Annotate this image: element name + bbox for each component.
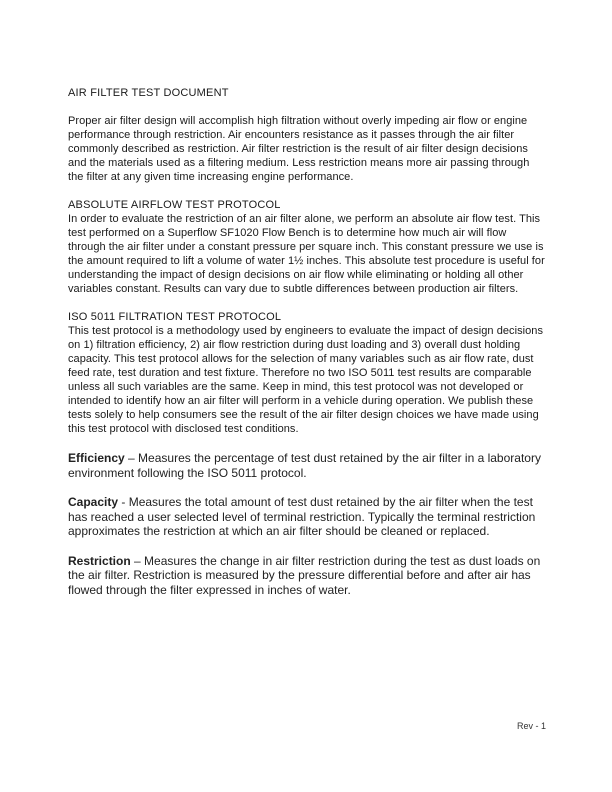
definition-capacity — [68, 495, 546, 539]
definition-term-capacity: Capacity — [68, 495, 119, 509]
document-title: AIR FILTER TEST DOCUMENT — [68, 87, 229, 99]
section-body-absolute-airflow: In order to evaluate the restriction of an air filter alone, we perform an absolute air flow test. This test performed on a Superflow SF1020 Flow Bench is to determine how much air will flow through the air filter under a constant pressure per square inch. This constant pressure we use is the amount required to lift a volume of water 1½ inches. This absolute test procedure is useful for understanding the impact of design decisions on air flow while eliminating or holding all other variables constant. Results can vary due to subtle differences between production air filters. — [68, 213, 545, 295]
definition-term-restriction: Restriction — [68, 553, 131, 568]
section-absolute-airflow — [68, 198, 546, 296]
definition-text-capacity: - Measures the total amount of test dust retained by the air filter when the test has reached a user selected level of terminal restriction. Typically the terminal restriction approximates the restriction at which an air filter should be cleaned or replaced. — [68, 495, 536, 538]
section-heading-iso-5011: ISO 5011 FILTRATION TEST PROTOCOL — [68, 311, 282, 323]
section-body-iso-5011: This test protocol is a methodology used by engineers to evaluate the impact of design decisions on 1) filtration efficiency, 2) air flow restriction during dust loading and 3) overall dust holding capacity. This test protocol allows for the selection of many variables such as air flow rate, dust feed rate, test duration and test fixture. Therefore no two ISO 5011 test results are comparable unless all such variables are the same. Keep in mind, this test protocol was not developed or intended to identify how an air filter will perform in a vehicle during operation. We publish these tests solely to help consumers see the result of the air filter design choices we have made using this test protocol with disclosed test conditions. — [68, 325, 544, 435]
definition-text-efficiency: – Measures the percentage of test dust retained by the air filter in a laboratory environment following the ISO 5011 protocol. — [68, 451, 541, 480]
definitions-list — [68, 451, 546, 597]
definition-text-restriction: – Measures the change in air filter restriction during the test as dust loads on the air filter. Restriction is measured by the pressure differential before and after air has flowed through the filter expressed in inches of water. — [68, 553, 541, 597]
definition-term-efficiency: Efficiency — [68, 451, 125, 465]
definition-restriction — [68, 554, 546, 598]
footer-revision-label: Rev - 1 — [516, 721, 546, 731]
intro-paragraph: Proper air filter design will accomplish high filtration without overly impeding air flow or engine performance through restriction. Air encounters resistance as it passes through the air filter commonly described as restriction. Air filter restriction is the result of air filter design decisions and the materials used as a filtering medium. Less restriction means more air passing through the filter at any given time increasing engine performance. — [68, 115, 530, 183]
section-heading-absolute-airflow: ABSOLUTE AIRFLOW TEST PROTOCOL — [68, 199, 281, 211]
section-iso-5011 — [68, 310, 546, 436]
definition-efficiency — [68, 451, 546, 480]
document-content — [68, 86, 546, 612]
